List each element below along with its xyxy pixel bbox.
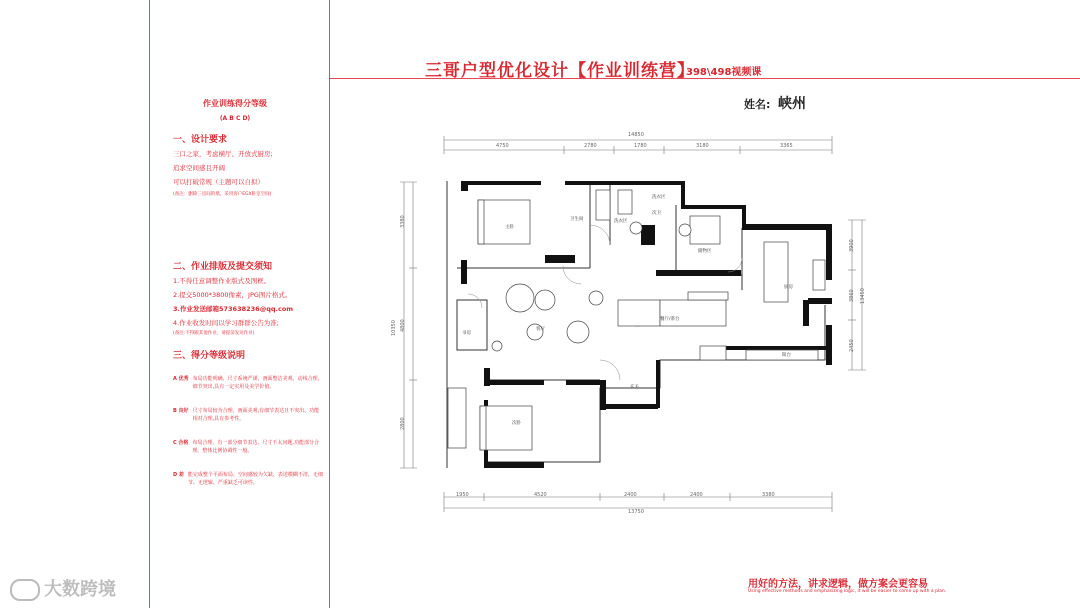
- dim-right: 3860: [849, 289, 855, 302]
- grade-text: 布局合理、有一部分细节表达、尺寸不太问题,功能部分合理、整体比例协调性一般。: [192, 440, 320, 454]
- dim-left: 3380: [400, 215, 406, 228]
- dim-top: 1780: [634, 143, 647, 149]
- s2-line: 4.作业收发时间以学习群群公告为准;: [173, 319, 279, 327]
- section-3-title: 三、得分等级说明: [173, 351, 246, 361]
- logo-mark-icon: [10, 579, 40, 601]
- grade-label: D 差: [173, 472, 184, 478]
- dim-top-total: 14850: [628, 132, 644, 138]
- logo-text: 大数跨境: [44, 579, 116, 600]
- s2-line: 1.不得任意调整作业版式及图框。: [173, 277, 271, 285]
- room-label: 玄关: [630, 385, 639, 390]
- room-label: 阳台: [782, 353, 791, 358]
- room-label: 次卫: [652, 211, 661, 216]
- dim-left: 2800: [400, 417, 406, 430]
- watermark-logo: [10, 575, 116, 601]
- dim-bottom: 1950: [456, 492, 469, 498]
- dim-left-total: 10350: [391, 320, 397, 336]
- room-label: 餐厅/茶台: [660, 317, 680, 322]
- room-label: 厨房: [784, 285, 793, 290]
- grade-label: A 优秀: [173, 376, 189, 382]
- s1-line: 可以打破常规（主题可以自拟）: [173, 178, 264, 186]
- grade-title: 作业训练得分等级: [203, 99, 267, 108]
- room-label: 客厅: [536, 327, 545, 332]
- grade-text: 能完成整个平面布局、空间感较为欠缺、表述模糊不清、无细节、无逻辑、严重缺乏可读性。: [187, 472, 323, 486]
- grade-text: 布局功能明确、尺寸系统严谨、画面整洁美观、动线合理、细节突出,具有一定实用及美学价值。: [192, 376, 323, 390]
- dim-bottom: 3380: [762, 492, 775, 498]
- name-label: 姓名:: [744, 98, 771, 111]
- grade-label: B 良好: [173, 408, 189, 414]
- dim-bottom: 2400: [690, 492, 703, 498]
- s1-line: 三口之家，考虑横厅、开放式厨房;: [173, 150, 273, 158]
- grade-label: C 合格: [173, 440, 189, 446]
- dim-right: 3900: [849, 239, 855, 252]
- room-label: 书房: [462, 331, 471, 336]
- section-1-title: 一、设计要求: [173, 135, 228, 145]
- dim-top: 2780: [584, 143, 597, 149]
- dim-right: 2450: [849, 339, 855, 352]
- footer-slogan-en: Using effective methods and emphasizing logic, it will be easier to come up with a plan.: [748, 589, 947, 594]
- room-label: 主卧: [505, 225, 514, 230]
- page-title: 三哥户型优化设计【作业训练营】: [425, 61, 695, 81]
- s1-line: 追求空间感且开阔: [173, 164, 225, 172]
- s2-line: 2.提交5000*3800像素，JPG图片格式。: [173, 291, 292, 299]
- room-label: 卫生间: [570, 217, 584, 222]
- name-signature: 峡州: [778, 96, 806, 112]
- dim-bottom-total: 13750: [628, 509, 644, 515]
- s2-note: (备注:不得跟其他作业，请提前发送作业): [173, 331, 255, 336]
- dim-top: 4750: [496, 143, 509, 149]
- dim-bottom: 2400: [624, 492, 637, 498]
- s2-line: 3.作业发送邮箱573638236@qq.com: [173, 305, 294, 313]
- s1-note: (备注：删除三房间的墙，采用客户EGX卧室空间): [173, 192, 272, 197]
- room-label: 洗衣区: [614, 219, 628, 224]
- footer-slogan: 用好的方法，讲求逻辑，做方案会更容易: [748, 579, 928, 590]
- grade-levels: (A B C D): [219, 115, 251, 122]
- room-label: 储物区: [698, 249, 712, 254]
- grade-text: 尺寸布局较为合理、画面美观,有细节表达且不突出、功能相对合理,具有参考性。: [192, 408, 320, 422]
- dim-top: 3180: [696, 143, 709, 149]
- dim-top: 3365: [780, 143, 793, 149]
- dim-bottom: 4520: [534, 492, 547, 498]
- dim-right-total: 13450: [860, 288, 866, 304]
- section-2-title: 二、作业排版及提交须知: [173, 262, 273, 272]
- room-label: 次卧: [512, 421, 521, 426]
- room-label: 洗衣区: [652, 195, 666, 200]
- dim-left: 4800: [400, 319, 406, 332]
- page-subtitle: 398\498视频课: [686, 67, 762, 78]
